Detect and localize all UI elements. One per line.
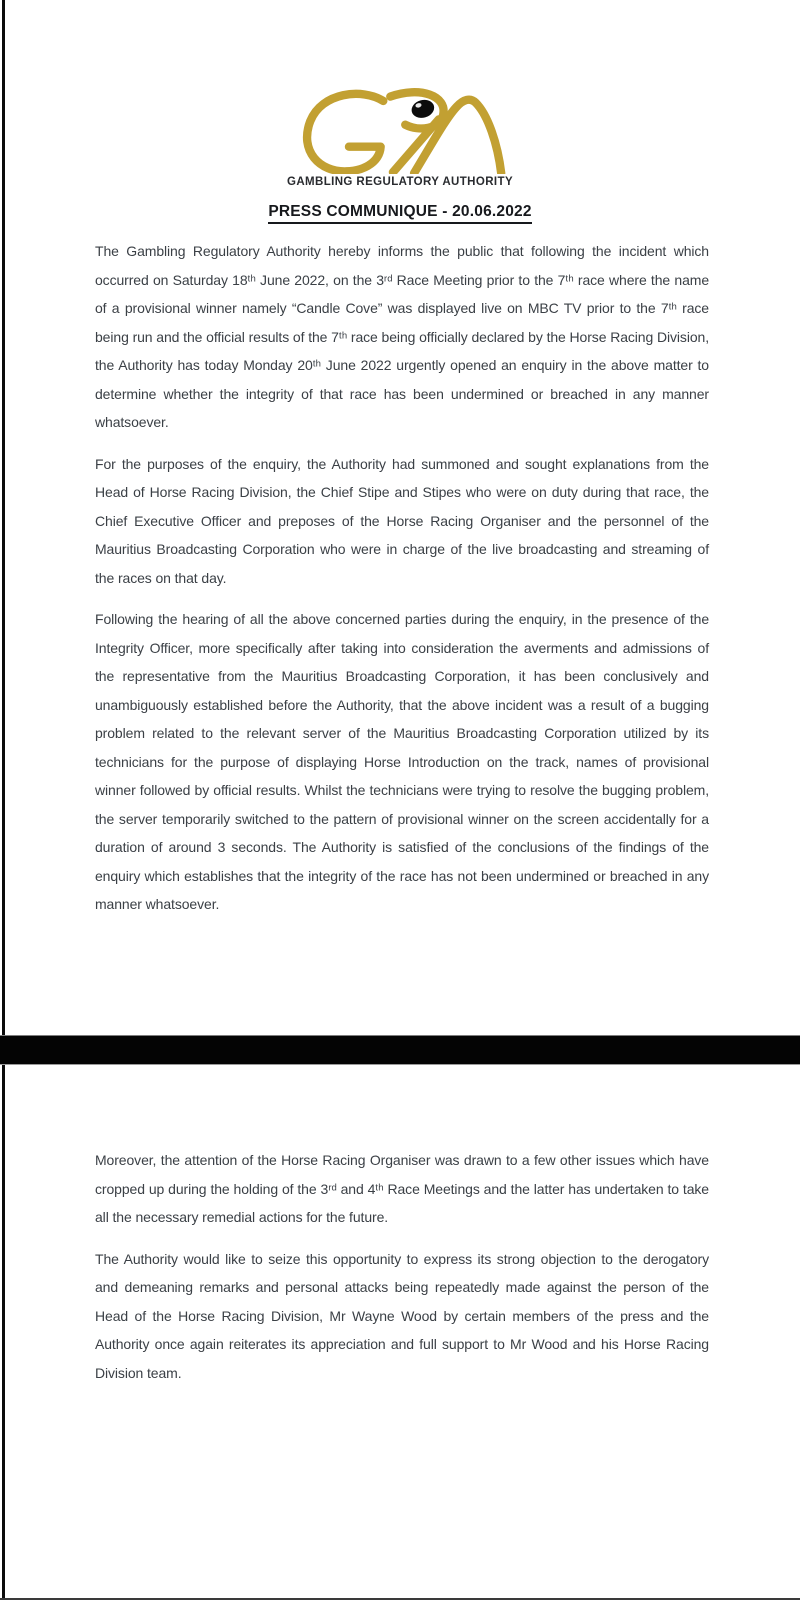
- page2-body: [95, 1146, 709, 1387]
- gra-logo-graphic: [289, 86, 511, 174]
- gra-logo: [0, 86, 800, 188]
- logo-letter-g: [307, 94, 383, 172]
- paragraph: The Authority would like to seize this opportunity to express its strong objection to the derogatory and demeaning remarks and personal attacks being repeatedly made against the person of the Head of the Horse Racing Division, Mr Wayne Wood by certain members of the press and the Authority once again reiterates its appreciation and full support to Mr Wood and his Horse Racing Division team.: [95, 1250, 709, 1381]
- logo-dot: [410, 97, 437, 120]
- paragraph: Moreover, the attention of the Horse Racing Organiser was drawn to a few other issues which have cropped up during the holding of the 3ʳᵈ and 4ᵗʰ Race Meetings and the latter has undertaken to take all the necessary remedial actions for the future.: [95, 1152, 709, 1225]
- paragraph: Following the hearing of all the above concerned parties during the enquiry, in the presence of the Integrity Officer, more specifically after taking into consideration the averments and admissions of the representative from the Mauritius Broadcasting Corporation, it has been conclusively and unambiguously established before the Authority, that the above incident was a result of a bugging problem related to the relevant server of the Mauritius Broadcasting Corporation utilized by its technicians for the purpose of displaying Horse Introduction on the track, names of provisional winner followed by official results. Whilst the technicians were trying to resolve the bugging problem, the server temporarily switched to the pattern of provisional winner on the screen accidentally for a duration of around 3 seconds. The Authority is satisfied of the conclusions of the findings of the enquiry which establishes that the integrity of the race has not been undermined or breached in any manner whatsoever.: [95, 611, 709, 912]
- document-title-row: [0, 203, 800, 224]
- logo-caption: GAMBLING REGULATORY AUTHORITY: [286, 176, 514, 188]
- paragraph: The Gambling Regulatory Authority hereby informs the public that following the incident which occurred on Saturday 18ᵗʰ June 2022, on the 3ʳᵈ Race Meeting prior to the 7ᵗʰ race where the name of a provisional winner namely “Candle Cove” was displayed live on MBC TV prior to the 7ᵗʰ race being run and the official results of the 7ᵗʰ race being officially declared by the Horse Racing Division, the Authority has today Monday 20ᵗʰ June 2022 urgently opened an enquiry in the above matter to determine whether the integrity of that race has been undermined or breached in any manner whatsoever.: [95, 243, 709, 430]
- page-break-band: [0, 1035, 800, 1065]
- gra-logo-letters: [307, 92, 501, 173]
- page1-body: [95, 237, 709, 919]
- paragraph: For the purposes of the enquiry, the Authority had summoned and sought explanations from the Head of Horse Racing Division, the Chief Stipe and Stipes who were on duty during that race, the Chief Executive Officer and preposes of the Horse Racing Organiser and the personnel of the Mauritius Broadcasting Corporation who were in charge of the live broadcasting and streaming of the races on that day.: [95, 455, 709, 586]
- scan-left-edge-strip: [2, 0, 5, 1600]
- document-title: PRESS COMMUNIQUE - 20.06.2022: [268, 203, 531, 224]
